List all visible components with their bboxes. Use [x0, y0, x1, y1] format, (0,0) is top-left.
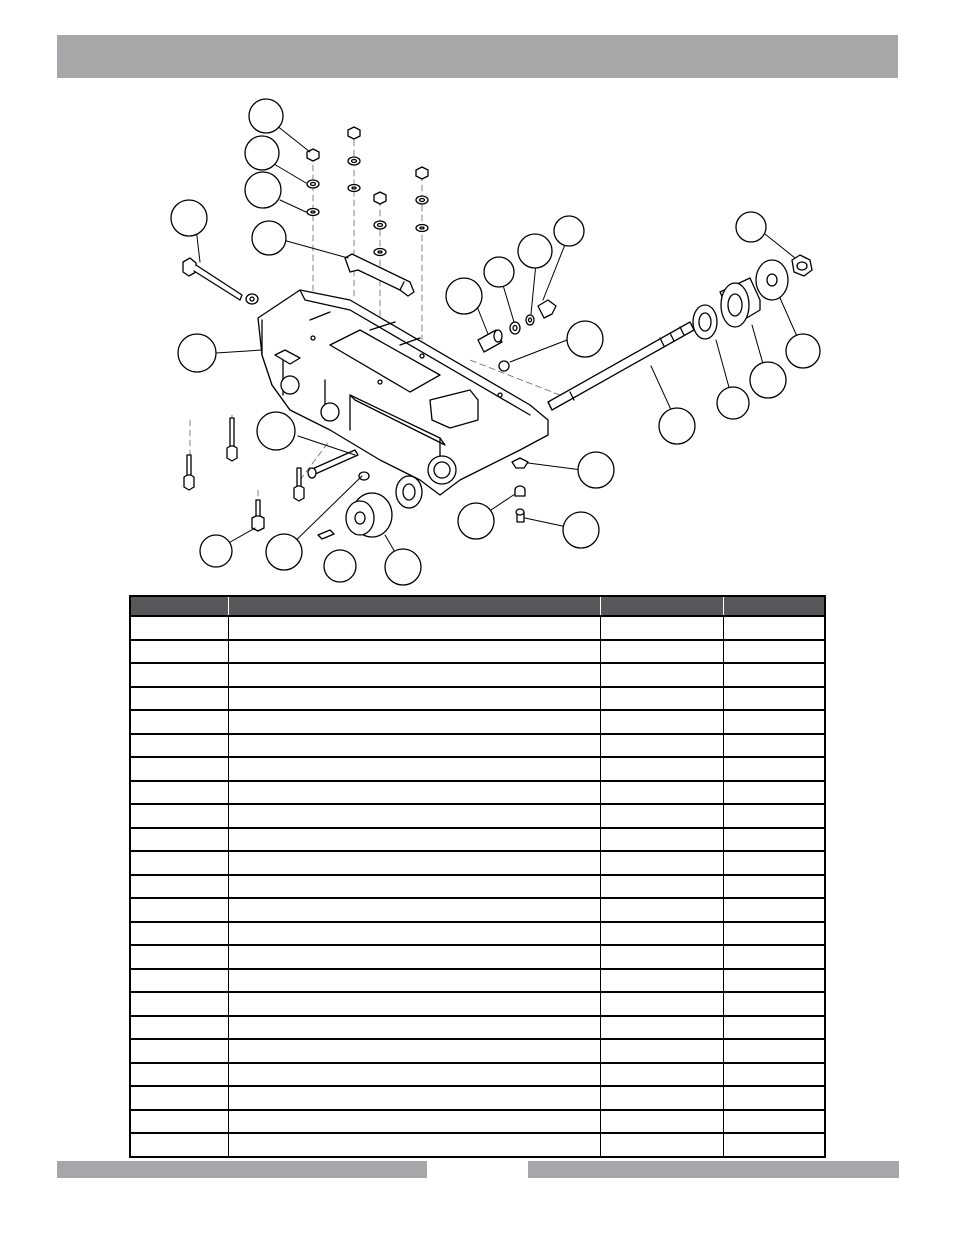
table-cell	[130, 992, 228, 1016]
long-bolt	[183, 258, 258, 304]
table-cell	[723, 734, 825, 758]
table-cell	[600, 1063, 723, 1087]
table-cell	[228, 828, 600, 852]
table-cell	[600, 757, 723, 781]
table-cell	[723, 640, 825, 664]
table-cell	[228, 804, 600, 828]
exploded-parts-diagram	[0, 0, 954, 590]
table-cell	[723, 781, 825, 805]
table-row	[130, 922, 825, 946]
table-cell	[600, 616, 723, 640]
table-cell	[228, 969, 600, 993]
table-cell	[600, 710, 723, 734]
table-cell	[130, 1110, 228, 1134]
table-cell	[228, 1086, 600, 1110]
table-row	[130, 1016, 825, 1040]
table-cell	[130, 1086, 228, 1110]
table-cell	[228, 781, 600, 805]
table-cell	[130, 710, 228, 734]
table-cell	[723, 804, 825, 828]
table-row	[130, 898, 825, 922]
table-cell	[130, 898, 228, 922]
diagram-svg	[0, 0, 954, 590]
table-cell	[600, 898, 723, 922]
table-cell	[723, 1110, 825, 1134]
table-cell	[228, 640, 600, 664]
table-cell	[600, 992, 723, 1016]
table-cell	[600, 945, 723, 969]
table-cell	[600, 687, 723, 711]
footer-bar-right	[528, 1161, 899, 1178]
table-cell	[130, 640, 228, 664]
table-cell	[723, 1133, 825, 1157]
table-cell	[130, 945, 228, 969]
column-header-3	[600, 596, 723, 616]
table-cell	[723, 898, 825, 922]
table-cell	[723, 828, 825, 852]
table-cell	[723, 1086, 825, 1110]
table-cell	[600, 781, 723, 805]
table-cell	[130, 1016, 228, 1040]
table-cell	[228, 992, 600, 1016]
table-body	[130, 616, 825, 1157]
table-cell	[723, 992, 825, 1016]
table-cell	[600, 828, 723, 852]
table-cell	[130, 851, 228, 875]
table-cell	[130, 663, 228, 687]
small-fasteners	[512, 458, 528, 522]
column-header-2	[228, 596, 600, 616]
table-cell	[600, 875, 723, 899]
table-cell	[600, 1110, 723, 1134]
gear-assembly	[318, 476, 422, 539]
table-cell	[130, 875, 228, 899]
table-cell	[130, 616, 228, 640]
column-header-1	[130, 596, 228, 616]
table-cell	[600, 1086, 723, 1110]
table-row	[130, 734, 825, 758]
table-cell	[228, 757, 600, 781]
table-cell	[600, 804, 723, 828]
table-cell	[130, 1063, 228, 1087]
table-cell	[723, 1016, 825, 1040]
table-cell	[130, 969, 228, 993]
table-cell	[723, 663, 825, 687]
table-cell	[130, 804, 228, 828]
table-cell	[130, 922, 228, 946]
table-cell	[228, 1039, 600, 1063]
column-header-4	[723, 596, 825, 616]
table-cell	[130, 781, 228, 805]
table-header	[130, 596, 825, 616]
table-cell	[130, 1039, 228, 1063]
footer-bar-left	[57, 1161, 427, 1178]
table-row	[130, 1039, 825, 1063]
table-cell	[723, 687, 825, 711]
table-cell	[600, 851, 723, 875]
table-row	[130, 1086, 825, 1110]
table-row	[130, 1133, 825, 1157]
table-cell	[228, 1016, 600, 1040]
table-cell	[723, 945, 825, 969]
table-cell	[723, 851, 825, 875]
table-row	[130, 710, 825, 734]
main-frame	[258, 290, 548, 495]
table-row	[130, 1063, 825, 1087]
table-cell	[130, 828, 228, 852]
table-row	[130, 992, 825, 1016]
table-cell	[130, 757, 228, 781]
nut-washer-stacks	[307, 127, 428, 256]
table-cell	[130, 687, 228, 711]
table-cell	[723, 875, 825, 899]
table-row	[130, 781, 825, 805]
table-cell	[600, 1016, 723, 1040]
table-cell	[600, 969, 723, 993]
spacer-parts	[478, 300, 556, 371]
table-row	[130, 1110, 825, 1134]
table-cell	[130, 1133, 228, 1157]
table-cell	[600, 640, 723, 664]
table-cell	[228, 1110, 600, 1134]
table-row	[130, 804, 825, 828]
table-cell	[228, 710, 600, 734]
table-cell	[600, 734, 723, 758]
table-cell	[600, 1133, 723, 1157]
table-row	[130, 945, 825, 969]
table-cell	[723, 1063, 825, 1087]
table-row	[130, 663, 825, 687]
table-cell	[723, 922, 825, 946]
bracket-handle	[345, 254, 414, 296]
table-cell	[600, 663, 723, 687]
table-cell	[723, 616, 825, 640]
table-row	[130, 828, 825, 852]
table-cell	[723, 757, 825, 781]
table-cell	[228, 945, 600, 969]
table-cell	[600, 1039, 723, 1063]
table-cell	[228, 1133, 600, 1157]
table-row	[130, 875, 825, 899]
table-cell	[723, 1039, 825, 1063]
table-row	[130, 640, 825, 664]
table-row	[130, 969, 825, 993]
parts-list-table	[129, 595, 826, 1158]
table-cell	[228, 734, 600, 758]
table-cell	[228, 851, 600, 875]
table-cell	[228, 687, 600, 711]
table-cell	[600, 922, 723, 946]
table-row	[130, 616, 825, 640]
table-row	[130, 687, 825, 711]
table-cell	[228, 616, 600, 640]
table-row	[130, 757, 825, 781]
table-cell	[228, 1063, 600, 1087]
table-cell	[228, 663, 600, 687]
table-row	[130, 851, 825, 875]
table-cell	[228, 898, 600, 922]
table-cell	[130, 734, 228, 758]
table-cell	[723, 710, 825, 734]
table-cell	[228, 875, 600, 899]
table-cell	[723, 969, 825, 993]
table-cell	[228, 922, 600, 946]
